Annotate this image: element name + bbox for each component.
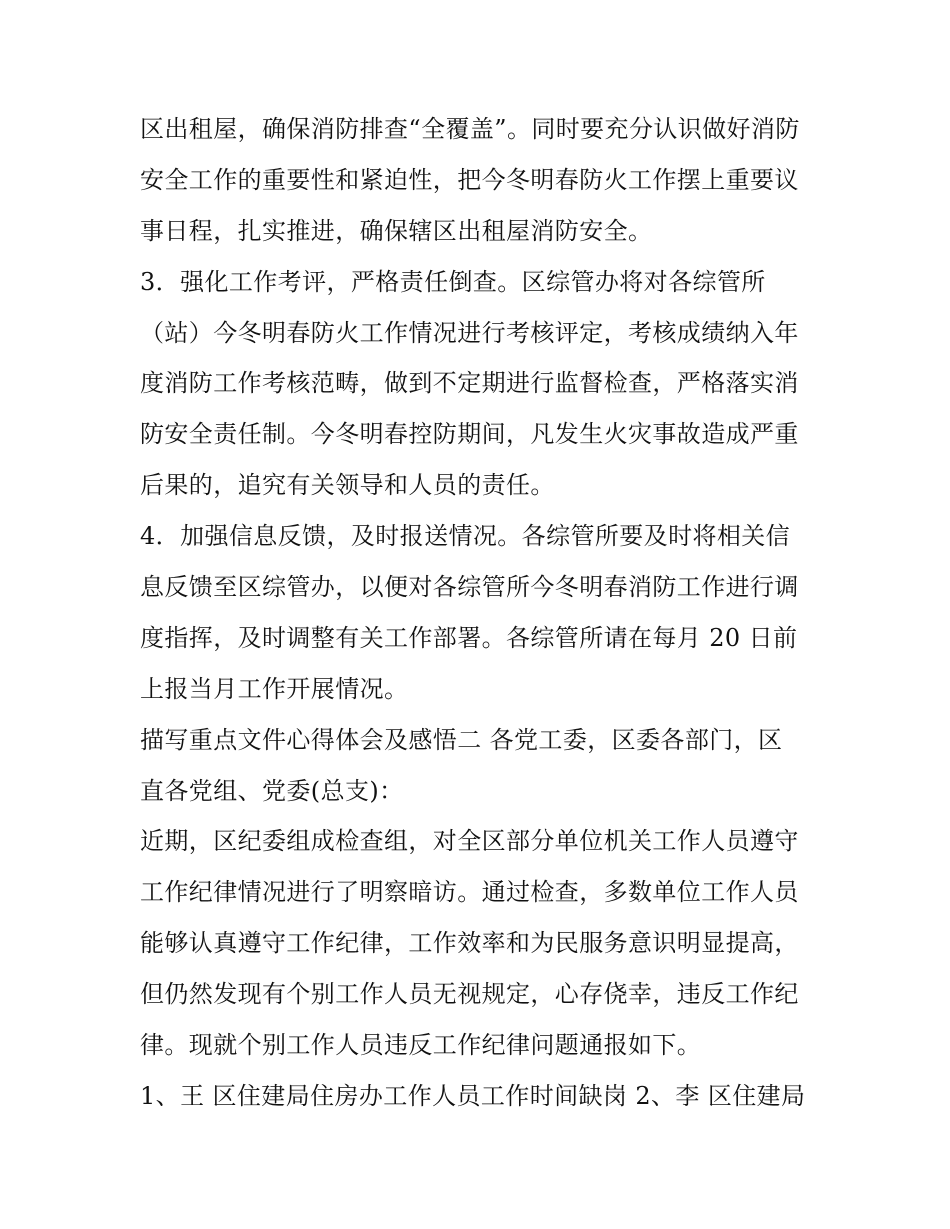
text-line: 描写重点文件心得体会及感悟二 各党工委，区委各部门，区 xyxy=(140,725,783,754)
text-line: 1、王 区住建局住房办工作人员工作时间缺岗 2、李 区住建局 xyxy=(140,1081,806,1110)
text-line: 但仍然发现有个别工作人员无视规定，心存侥幸，违反工作纪 xyxy=(140,980,799,1009)
text-line: 区出租屋，确保消防排查“全覆盖”。同时要充分认识做好消防 xyxy=(140,115,800,143)
text-line: 近期，区纪委组成检查组，对全区部分单位机关工作人员遵守 xyxy=(140,827,799,856)
text-line: 防安全责任制。今冬明春控防期间，凡发生火灾事故造成严重 xyxy=(140,420,799,449)
text-line: 息反馈至区综管办，以便对各综管所今冬明春消防工作进行调 xyxy=(140,573,799,602)
text-line: 度消防工作考核范畴，做到不定期进行监督检查，严格落实消 xyxy=(140,369,799,398)
text-line: 事日程，扎实推进，确保辖区出租屋消防安全。 xyxy=(140,216,653,245)
text-line: 能够认真遵守工作纪律，工作效率和为民服务意识明显提高， xyxy=(140,929,799,958)
text-line: 律。现就个别工作人员违反工作纪律问题通报如下。 xyxy=(140,1031,702,1060)
document-body xyxy=(140,104,820,1122)
text-line: 4．加强信息反馈，及时报送情况。各综管所要及时将相关信 xyxy=(140,522,791,551)
text-line: （站）今冬明春防火工作情况进行考核评定，考核成绩纳入年 xyxy=(140,318,799,347)
text-line: 3．强化工作考评，严格责任倒查。区综管办将对各综管所 xyxy=(140,267,766,296)
text-line: 直各党组、党委(总支)： xyxy=(140,776,404,805)
text-line: 上报当月工作开展情况。 xyxy=(140,674,409,703)
text-line: 安全工作的重要性和紧迫性，把今冬明春防火工作摆上重要议 xyxy=(140,165,799,194)
text-line: 工作纪律情况进行了明察暗访。通过检查，多数单位工作人员 xyxy=(140,878,799,907)
text-line: 度指挥，及时调整有关工作部署。各综管所请在每月 20 日前 xyxy=(140,623,798,652)
text-line: 后果的，追究有关领导和人员的责任。 xyxy=(140,471,555,500)
